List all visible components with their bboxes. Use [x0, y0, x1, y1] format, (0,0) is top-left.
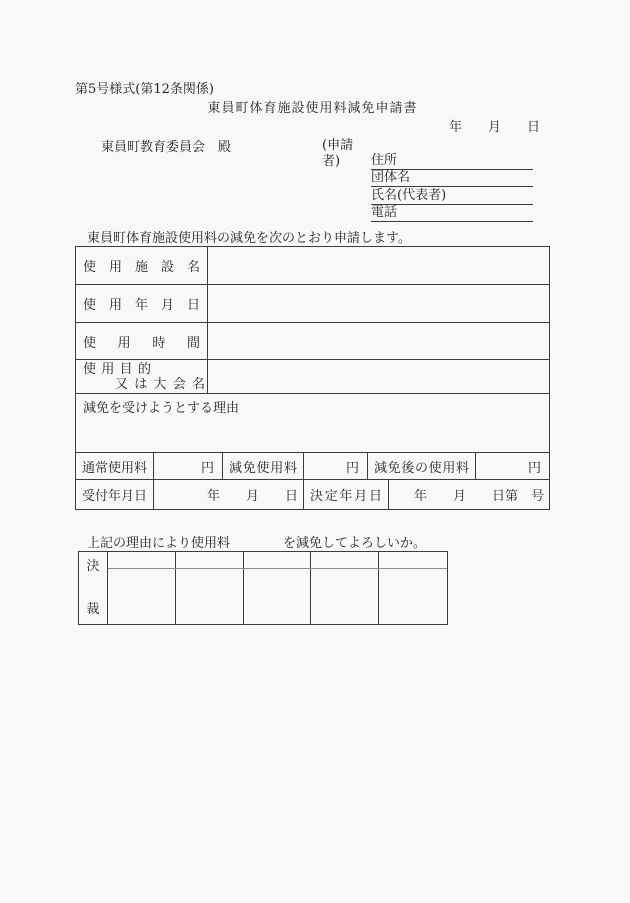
address-label: 住所: [371, 152, 398, 168]
approval-question: [87, 532, 426, 551]
approval-header-cell-1: [108, 552, 176, 568]
addressee: 東員町教育委員会 殿: [101, 140, 232, 155]
use-time-label: 使用時間: [83, 335, 200, 351]
facility-name-value-cell: [208, 247, 549, 284]
representative-name-blank: [371, 188, 533, 205]
yen-unit: 円: [527, 460, 541, 476]
purpose-value-cell: [208, 360, 549, 393]
facility-name-row: [76, 247, 549, 285]
applicant-prefix: (申請者): [322, 137, 354, 169]
reason-label: 減免を受けようとする理由: [83, 401, 240, 416]
use-date-label-cell: [76, 285, 208, 322]
approval-question-prefix: 上記の理由により使用料: [87, 536, 231, 551]
reason-cell: [76, 394, 549, 452]
purpose-label-line2: 又は大会名: [115, 376, 205, 392]
receipt-date-label-cell: [76, 480, 154, 509]
approval-stamp-row: [108, 569, 447, 624]
purpose-row: [76, 360, 549, 394]
approval-stamp-cell-5: [379, 569, 447, 624]
approval-question-suffix: を減免してよろしいか。: [283, 536, 427, 551]
normal-fee-value-cell: [154, 453, 223, 479]
address-blank: [371, 153, 533, 170]
group-name-blank: [371, 170, 533, 187]
after-fee-value-cell: [476, 453, 549, 479]
page-title: 東員町体育施設使用料減免申請書: [207, 101, 418, 116]
decision-date-value-cell: [389, 480, 549, 509]
applicant-name-row: [371, 187, 533, 205]
use-time-label-cell: [76, 323, 208, 359]
use-time-value-cell: [208, 323, 549, 359]
receipt-date-value-cell: [154, 480, 304, 509]
intro-sentence: 東員町体育施設使用料の減免を次のとおり申請します。: [87, 231, 411, 246]
date-line: 年 月 日: [448, 120, 540, 135]
decision-date-label: 決定年月日: [310, 489, 382, 504]
approval-header-cell-5: [379, 552, 447, 568]
receipt-date-value: 年 月 日: [206, 489, 298, 504]
approval-stamp-label-top: 決: [86, 559, 100, 574]
fees-row: [76, 453, 549, 480]
decision-date-value: 年 月 日第 号: [413, 489, 544, 504]
approval-stamp-cell-3: [244, 569, 311, 624]
normal-fee-label: 通常使用料: [82, 460, 148, 476]
normal-fee-label-cell: [76, 453, 154, 479]
applicant-group-row: [371, 170, 533, 188]
form-number: 第5号様式(第12条関係): [75, 82, 214, 97]
decision-date-label-cell: [304, 480, 389, 509]
after-fee-label-cell: [368, 453, 476, 479]
yen-unit: 円: [200, 460, 214, 476]
application-table: [75, 246, 550, 510]
facility-name-label: 使用施設名: [83, 260, 200, 275]
dates-row: [76, 480, 549, 509]
phone-blank: [371, 205, 533, 222]
use-date-value-cell: [208, 285, 549, 322]
applicant-address-row: [322, 137, 533, 170]
purpose-label-line1: 使用目的: [83, 361, 151, 377]
approval-stamp-cell-4: [311, 569, 379, 624]
applicant-block: [322, 137, 533, 222]
use-time-row: [76, 323, 549, 360]
approval-stamp-cell-1: [108, 569, 176, 624]
facility-name-label-cell: [76, 247, 208, 284]
reason-row: [76, 394, 549, 453]
reduced-fee-label-cell: [223, 453, 304, 479]
representative-name-label: 氏名(代表者): [371, 187, 447, 203]
approval-header-cell-4: [311, 552, 379, 568]
after-fee-label: 減免後の使用料: [374, 460, 469, 476]
reduced-fee-label: 減免使用料: [229, 460, 297, 476]
yen-unit: 円: [345, 460, 359, 476]
purpose-label-cell: [76, 360, 208, 393]
approval-stamp-cell-2: [176, 569, 244, 624]
approval-stamp-label-cell: [79, 552, 108, 624]
use-date-row: [76, 285, 549, 323]
approval-table: [78, 551, 448, 625]
reduced-fee-value-cell: [304, 453, 368, 479]
use-date-label: 使用年月日: [83, 298, 200, 313]
phone-label: 電話: [371, 205, 398, 220]
approval-stamp-label-bottom: 裁: [86, 602, 100, 617]
group-name-label: 団体名: [371, 170, 411, 185]
approval-grid: [108, 552, 447, 624]
approval-header-cell-2: [176, 552, 244, 568]
approval-header-row: [108, 552, 447, 569]
applicant-phone-row: [371, 205, 533, 223]
approval-header-cell-3: [244, 552, 311, 568]
receipt-date-label: 受付年月日: [82, 489, 148, 504]
